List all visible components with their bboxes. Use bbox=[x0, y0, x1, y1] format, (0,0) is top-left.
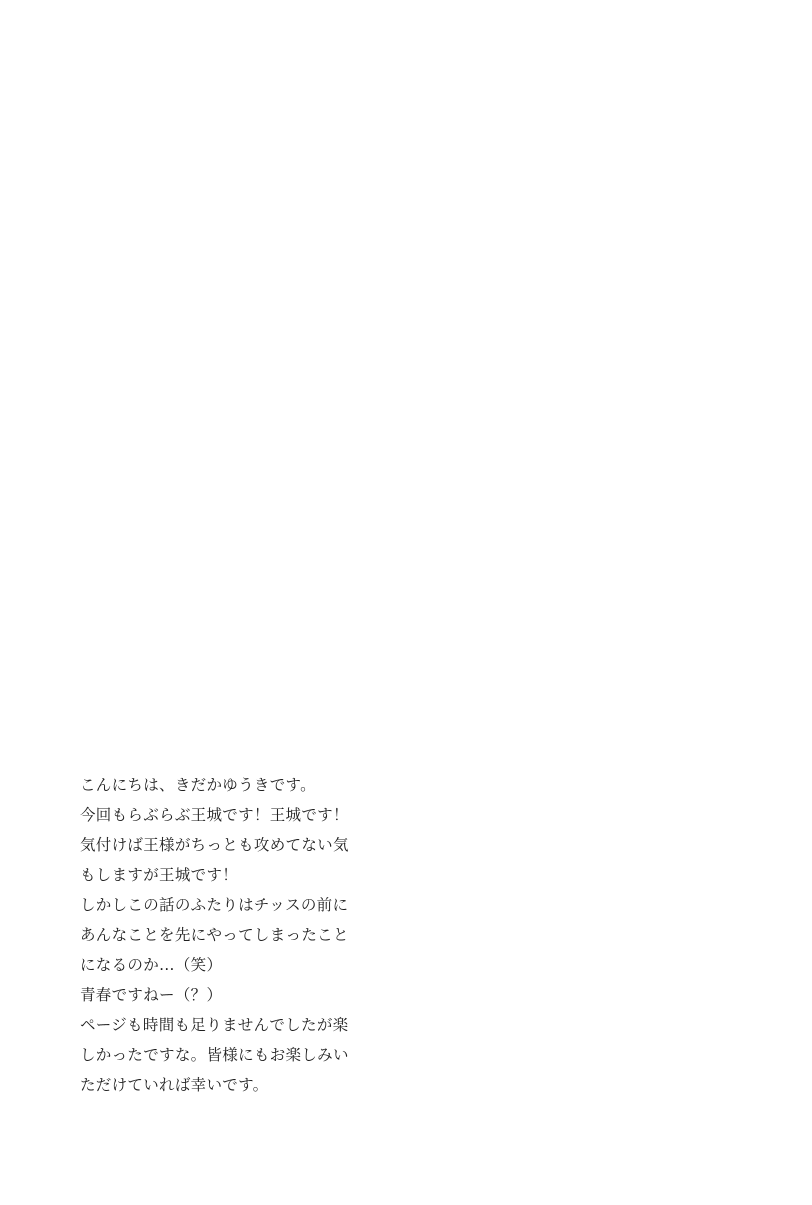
afterword-line: こんにちは、きだかゆうきです。 bbox=[80, 776, 316, 794]
afterword-line: 今回もらぶらぶ王城です！王城です！ bbox=[80, 806, 349, 824]
afterword-line: ページも時間も足りませんでしたが楽 bbox=[80, 1016, 349, 1034]
afterword-line: もしますが王城です！ bbox=[80, 866, 239, 884]
afterword-line: になるのか…（笑） bbox=[80, 956, 223, 974]
afterword-line: しかしこの話のふたりはチッスの前に bbox=[80, 896, 349, 914]
afterword-line: 青春ですねー（？） bbox=[80, 986, 223, 1004]
afterword-line: あんなことを先にやってしまったこと bbox=[80, 926, 349, 944]
afterword-text-block bbox=[80, 770, 400, 1100]
afterword-line: ただけていれば幸いです。 bbox=[80, 1076, 269, 1094]
afterword-line: しかったですな。皆様にもお楽しみい bbox=[80, 1046, 349, 1064]
afterword-line: 気付けば王様がちっとも攻めてない気 bbox=[80, 836, 349, 854]
